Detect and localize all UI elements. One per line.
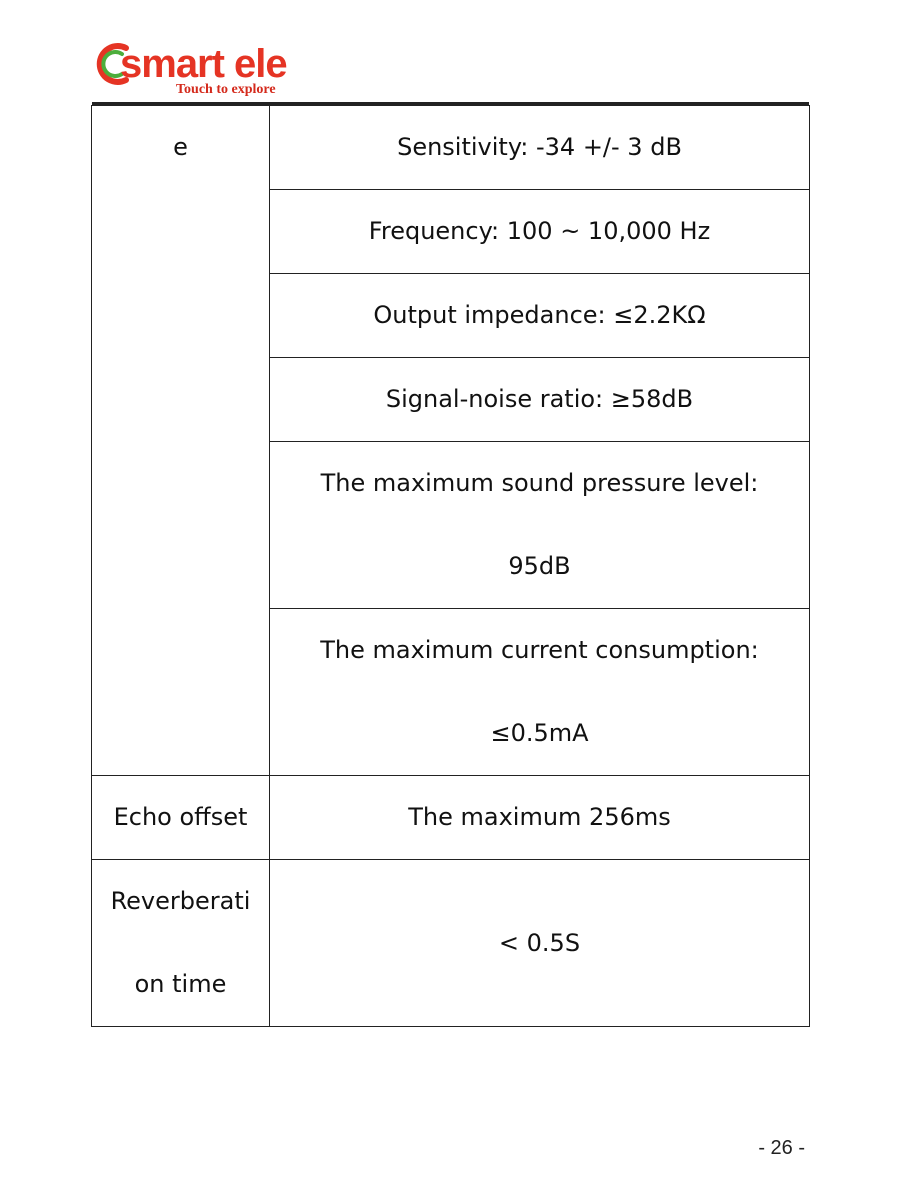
spec-label bbox=[92, 106, 270, 776]
spec-value bbox=[270, 190, 810, 274]
spec-value-text: < 0.5S bbox=[498, 928, 581, 957]
table-row bbox=[92, 776, 810, 860]
spec-value-line: The maximum current consumption: bbox=[320, 636, 759, 664]
logo-tagline: Touch to explore bbox=[176, 82, 276, 97]
spec-value bbox=[270, 860, 810, 1027]
spec-value bbox=[270, 274, 810, 358]
spec-value bbox=[270, 358, 810, 442]
spec-label bbox=[92, 776, 270, 860]
spec-value-text: Sensitivity: -34 +/- 3 dB bbox=[397, 133, 682, 161]
table-row bbox=[92, 860, 810, 1027]
spec-value-text: Frequency: 100 ~ 10,000 Hz bbox=[368, 217, 711, 245]
spec-value bbox=[270, 609, 810, 776]
spec-value-text: Signal-noise ratio: ≥58dB bbox=[385, 385, 694, 413]
spec-value-line: ≤0.5mA bbox=[490, 719, 589, 747]
logo-wordmark: smart ele bbox=[120, 42, 287, 86]
spec-value bbox=[270, 106, 810, 190]
spec-table bbox=[91, 105, 810, 1027]
spec-value-text: The maximum 256ms bbox=[408, 803, 671, 831]
spec-label-text: e bbox=[173, 133, 188, 161]
page-number: - 26 - bbox=[758, 1137, 805, 1159]
table-row bbox=[92, 106, 810, 190]
spec-label-line: Reverberati bbox=[110, 887, 251, 915]
spec-label-text: Echo offset bbox=[113, 803, 248, 831]
spec-value-line: The maximum sound pressure level: bbox=[320, 469, 759, 497]
spec-value bbox=[270, 776, 810, 860]
spec-value bbox=[270, 442, 810, 609]
spec-label bbox=[92, 860, 270, 1027]
spec-value-line: 95dB bbox=[508, 552, 571, 580]
brand-logo bbox=[96, 38, 336, 102]
spec-value-text: Output impedance: ≤2.2KΩ bbox=[373, 301, 706, 329]
spec-label-line: on time bbox=[134, 970, 227, 998]
